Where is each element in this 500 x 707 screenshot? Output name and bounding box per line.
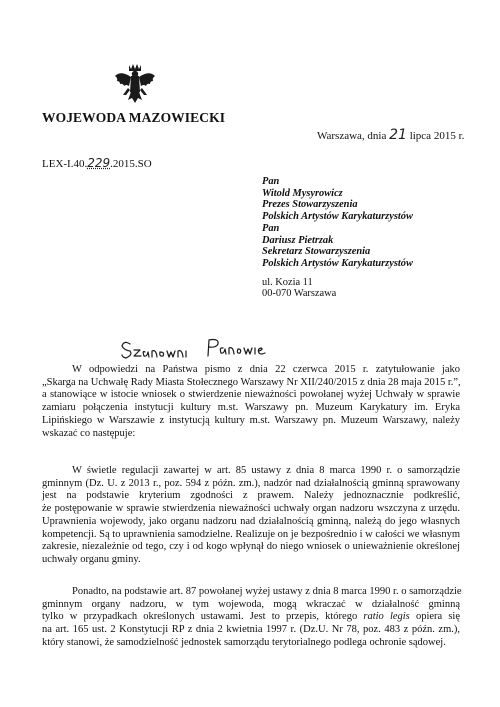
handwritten-day: 21: [389, 127, 407, 143]
paragraph-line: kompetencji. Są to uprawnienia samodzielne. Realizuje on je bezpośrednio i w całości we własnym: [42, 528, 460, 540]
paragraph-line: zakresie, niezależnie od tego, czy i od kogo wpłynął do niego wniosek o unieważnienie określonej: [42, 541, 460, 553]
paragraph-line: gminnym (Dz. U. z 2013 r., poz. 594 z późn. zm.), nadzór nad działalnością gminną sprawowany: [42, 477, 460, 489]
date-suffix: lipca 2015 r.: [406, 130, 465, 142]
recipient-line: Prezes Stowarzyszenia: [262, 199, 358, 211]
paragraph-line: W świetle regulacji zawartej w art. 85 ustawy z dnia 8 marca 1990 r. o samorządzie: [72, 465, 460, 476]
paragraph-line: że postępowanie w sprawie stwierdzenia nieważności uchwały organ nadzoru wszczyna z urzędu.: [42, 503, 460, 515]
paragraph-line: zamiaru połączenia instytucji kultury m.st. Warszawy pn. Muzeum Karykatury im. Eryka: [42, 402, 460, 414]
date-prefix: Warszawa, dnia: [317, 130, 390, 142]
paragraph-line: uchwały organu gminy.: [42, 553, 141, 565]
paragraph-line: wskazać co następuje:: [42, 427, 136, 439]
recipient-line: Pan: [262, 176, 280, 187]
handwritten-reference-number: 229: [87, 156, 111, 170]
body-paragraph-2: [42, 465, 460, 567]
paragraph-line: Uprawnienia wojewody, jako organu nadzoru nad działalnością gminną, należą do jego własnych: [42, 515, 460, 527]
date-line: [317, 127, 464, 143]
recipient-street: ul. Kozia 11: [262, 276, 313, 288]
paragraph-line: tylko w przypadkach określonych ustawami. Jest to przepis, którego ratio legis opiera się: [42, 611, 460, 623]
recipient-line: Pan: [262, 222, 280, 234]
recipient-line: Polskich Artystów Karykaturzystów: [262, 257, 413, 269]
recipient-line: Polskich Artystów Karykaturzystów: [262, 211, 413, 223]
paragraph-line: który stanowi, że samodzielność jednostek samorządu terytorialnego podlega ochronie sądowej.: [42, 636, 446, 648]
recipient-address-block: [262, 176, 413, 300]
paragraph-line: Lipińskiego w Warszawie z instytucją kultury m.st. Warszawy pn. Muzeum Warszawy, należy: [42, 414, 460, 426]
paragraph-line: „Skarga na Uchwałę Rady Miasta Stołecznego Warszawy Nr XII/240/2015 z dnia 28 maja 2015 r.”,: [42, 376, 461, 388]
paragraph-line: jest na podstawie kryterium zgodności z prawem. Należy jednoznacznie podkreślić,: [42, 490, 460, 502]
office-title: WOJEWODA MAZOWIECKI: [42, 110, 226, 125]
recipient-city: 00-070 Warszawa: [262, 288, 337, 300]
reference-prefix: LEX-I.40.: [42, 158, 88, 170]
recipient-line: Sekretarz Stowarzyszenia: [262, 246, 371, 258]
reference-number: [42, 156, 152, 170]
body-paragraph-3: [42, 586, 460, 650]
body-paragraph-1: [42, 364, 460, 440]
recipient-line: Dariusz Pietrzak: [262, 234, 334, 246]
paragraph-line: a stanowiące w istocie wniosek o stwierdzenie nieważności powołanej wyżej Uchwały w sprawie: [42, 389, 460, 401]
polish-eagle-emblem: [113, 62, 157, 108]
handwritten-salutation: [118, 330, 278, 366]
paragraph-line: gminnym organy nadzoru, w tym wojewoda, mogą wkraczać w działalność gminną: [42, 598, 460, 610]
paragraph-line: na art. 165 ust. 2 Konstytucji RP z dnia 2 kwietnia 1997 r. (Dz.U. Nr 78, poz. 483 z późn. zm.),: [42, 624, 460, 636]
paragraph-line: Ponadto, na podstawie art. 87 powołanej wyżej ustawy z dnia 8 marca 1990 r. o samorządzie: [72, 586, 462, 597]
latin-phrase: ratio legis: [363, 611, 410, 623]
paragraph-line: W odpowiedzi na Państwa pismo z dnia 22 czerwca 2015 r. zatytułowanie jako: [72, 364, 460, 375]
reference-suffix: .2015.SO: [110, 158, 152, 170]
recipient-line: Witold Mysyrowicz: [262, 187, 343, 199]
